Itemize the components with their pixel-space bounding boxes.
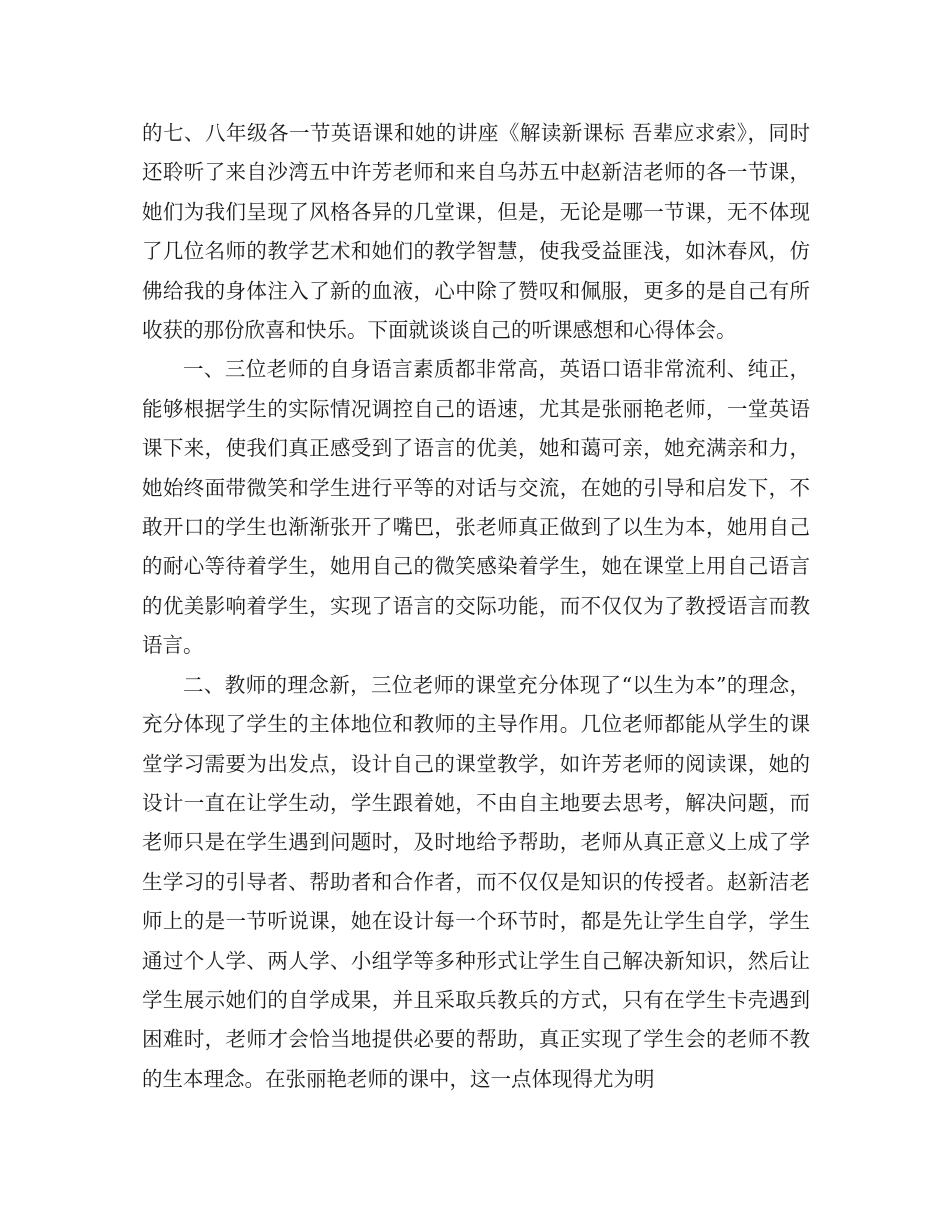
document-body <box>142 114 810 1099</box>
paragraph-3: 二、教师的理念新，三位老师的课堂充分体现了“以生为本”的理念，充分体现了学生的主体地位和教师的主导作用。几位老师都能从学生的课堂学习需要为出发点，设计自己的课堂教学，如许芳老师的阅读课，她的设计一直在让学生动，学生跟着她，不由自主地要去思考，解决问题，而老师只是在学生遇到问题时，及时地给予帮助，老师从真正意义上成了学生学习的引导者、帮助者和合作者，而不仅仅是知识的传授者。赵新洁老师上的是一节听说课，她在设计每一个环节时，都是先让学生自学，学生通过个人学、两人学、小组学等多种形式让学生自己解决新知识，然后让学生展示她们的自学成果，并且采取兵教兵的方式，只有在学生卡壳遇到困难时，老师才会恰当地提供必要的帮助，真正实现了学生会的老师不教的生本理念。在张丽艳老师的课中，这一点体现得尤为明 <box>142 672 810 1091</box>
paragraph-2: 一、三位老师的自身语言素质都非常高，英语口语非常流利、纯正，能够根据学生的实际情况调控自己的语速，尤其是张丽艳老师，一堂英语课下来，使我们真正感受到了语言的优美，她和蔼可亲，她充满亲和力，她始终面带微笑和学生进行平等的对话与交流，在她的引导和启发下，不敢开口的学生也渐渐张开了嘴巴，张老师真正做到了以生为本，她用自己的耐心等待着学生，她用自己的微笑感染着学生，她在课堂上用自己语言的优美影响着学生，实现了语言的交际功能，而不仅仅为了教授语言而教语言。 <box>142 357 810 658</box>
paragraph-1: 的七、八年级各一节英语课和她的讲座《解读新课标 吾辈应求索》，同时还聆听了来自沙湾五中许芳老师和来自乌苏五中赵新洁老师的各一节课，她们为我们呈现了风格各异的几堂课，但是，无论是哪一节课，无不体现了几位名师的教学艺术和她们的教学智慧，使我受益匪浅，如沐春风，仿佛给我的身体注入了新的血液，心中除了赞叹和佩服，更多的是自己有所收获的那份欣喜和快乐。下面就谈谈自己的听课感想和心得体会。 <box>142 121 810 343</box>
